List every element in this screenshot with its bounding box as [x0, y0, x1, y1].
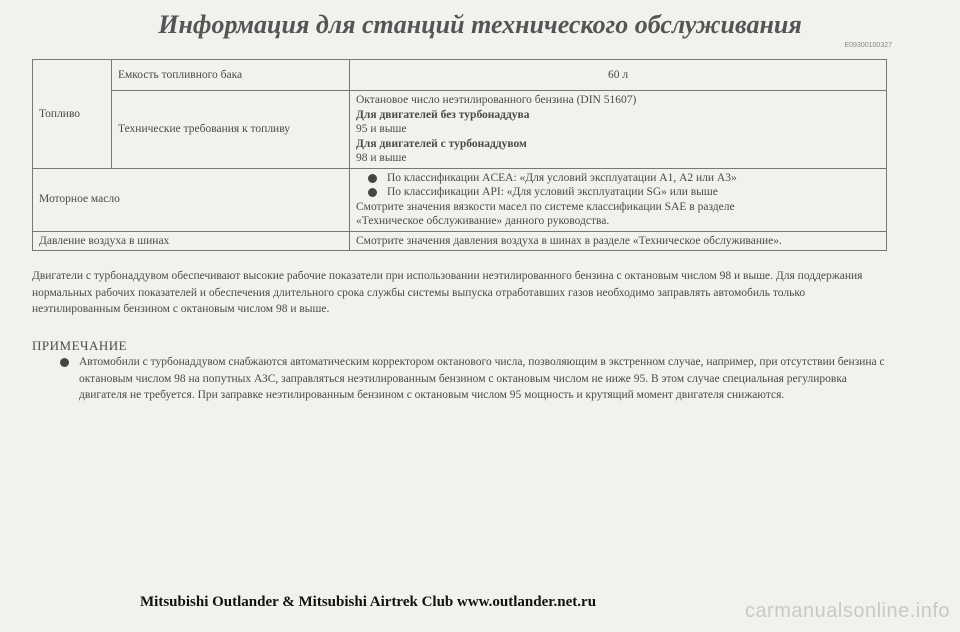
- list-item: [356, 171, 880, 186]
- fuel-label: Топливо: [33, 60, 112, 169]
- tank-label: Емкость топливного бака: [112, 60, 350, 91]
- bullet-icon: [368, 174, 377, 183]
- tank-value: 60 л: [350, 60, 887, 91]
- oil-label: Моторное масло: [33, 168, 350, 231]
- oil-value: [350, 168, 887, 231]
- fuel-req-label: Технические требования к топливу: [112, 91, 350, 169]
- req-line: Октановое число неэтилированного бензина (DIN 51607): [356, 94, 637, 106]
- watermark: carmanualsonline.info: [744, 600, 950, 622]
- req-line: Для двигателей без турбонаддува: [356, 108, 530, 121]
- req-line: 95 и выше: [356, 123, 407, 135]
- service-info-table: [32, 59, 887, 251]
- tire-value: Смотрите значения давления воздуха в шинах в разделе «Техническое обслуживание».: [350, 231, 887, 251]
- table-row: [33, 91, 887, 169]
- oil-bullet-text: По классификации ACEA: «Для условий эксплуатации А1, А2 или А3»: [387, 171, 737, 184]
- list-item: [356, 185, 880, 200]
- oil-line: «Техническое обслуживание» данного руководства.: [356, 215, 610, 227]
- bullet-icon: [368, 188, 377, 197]
- oil-bullet-text: По классификации API: «Для условий эксплуатации SG» или выше: [387, 186, 718, 198]
- req-line: Для двигателей с турбонаддувом: [356, 137, 527, 150]
- table-row: [33, 231, 887, 251]
- req-line: 98 и выше: [356, 152, 407, 164]
- table-row: [33, 168, 887, 231]
- page-title: Информация для станций технического обслуживания: [158, 10, 802, 39]
- document-code: E09300100327: [844, 42, 892, 49]
- table-row: [33, 60, 887, 91]
- note-heading: ПРИМЕЧАНИЕ: [32, 338, 128, 353]
- note-item: [32, 354, 890, 404]
- bullet-icon: [60, 358, 69, 367]
- oil-line: Смотрите значения вязкости масел по системе классификации SAE в разделе: [356, 200, 735, 213]
- note-text: Автомобили с турбонаддувом снабжаются автоматическим корректором октанового числа, позволяющим в экстренном случае, например, при отсутствии бензина с октановым числом 98 на попутных АЗС, заправляться неэтилированным бензином с октановым числом не ниже 95. В этом случае специальная регулировка двигателя не требуется. При заправке неэтилированным бензином с октановым числом 95 мощность и крутящий момент двигателя снижаются.: [79, 356, 885, 401]
- footer-text: Mitsubishi Outlander & Mitsubishi Airtrek Club www.outlander.net.ru: [140, 594, 597, 610]
- turbo-paragraph: Двигатели с турбонаддувом обеспечивают высокие рабочие показатели при использовании неэтилированного бензина с октановым числом 98 и выше. Для поддержания нормальных рабочих показателей и обеспечения длительного срока службы системы выпуска отработавших газов необходимо заправлять автомобиль только неэтилированным бензином с октановым числом 98 и выше.: [32, 270, 863, 315]
- fuel-req-value: [350, 91, 887, 169]
- tire-label: Давление воздуха в шинах: [33, 231, 350, 251]
